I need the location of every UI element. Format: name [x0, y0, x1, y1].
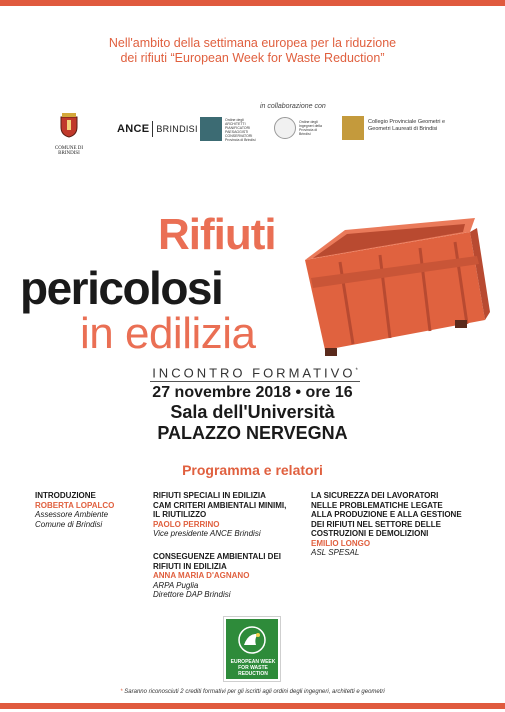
ance-brindisi-logo	[117, 121, 198, 137]
topic-line: CONSEGUENZE AMBIENTALI DEI	[153, 552, 282, 561]
topic-line: CAM CRITERI AMBIENTALI MINIMI,	[153, 500, 287, 510]
topic-line: DEI RIFIUTI NEL SETTORE DELLE	[311, 519, 441, 529]
ewwr-logo	[224, 617, 280, 681]
ewwr-line: EUROPEAN WEEK	[230, 659, 276, 665]
topic-line: RIFIUTI SPECIALI IN EDILIZIA	[153, 491, 266, 500]
ewwr-line: REDUCTION	[238, 671, 268, 677]
footnote-text: Saranno riconosciuti 2 crediti formativi per gli iscritti agli ordini degli ingegneri, architetti e geometri	[124, 689, 385, 695]
engineers-emblem-icon	[274, 117, 296, 139]
collaboration-label: in collaborazione con	[260, 103, 326, 110]
surveyors-caption: Collegio Provinciale Geometri e Geometri Laureati di Brindisi	[368, 119, 446, 132]
topic-line: IL RIUTILIZZO	[153, 510, 207, 519]
event-type-label: INCONTRO FORMATIVO	[152, 365, 356, 381]
architects-caption: Ordine degli ARCHITETTI PIANIFICATORI PAESAGGISTI CONSERVATORI Provincia di Brindisi	[225, 118, 256, 142]
intro-line-2: dei rifiuti “European Week for Waste Reduction”	[120, 51, 385, 65]
event-venue: Sala dell'Università	[170, 402, 335, 422]
architects-emblem-icon	[200, 117, 222, 141]
intro-text	[0, 36, 505, 66]
ewwr-caption	[229, 659, 277, 677]
ance-name: ANCE	[117, 122, 150, 135]
bottom-accent-bar	[0, 703, 505, 709]
top-accent-bar	[0, 0, 505, 6]
recycle-hand-icon	[236, 625, 268, 655]
speaker-name: ROBERTA LOPALCO	[35, 500, 115, 510]
topic-line: INTRODUZIONE	[35, 491, 96, 500]
architects-order-logo	[200, 117, 258, 145]
topic-line: LA SICUREZZA DEI LAVORATORI	[311, 491, 439, 500]
speaker-block-conseguenze	[153, 552, 303, 600]
speaker-role: ASL SPESAL	[311, 548, 360, 557]
speaker-role: Comune di Brindisi	[35, 519, 103, 529]
speaker-role: ARPA Puglia	[153, 580, 199, 590]
speaker-block-rifiuti-speciali	[153, 491, 303, 539]
ewwr-line: FOR WASTE	[238, 665, 268, 671]
footnote-mark: *	[120, 689, 123, 695]
topic-line: NELLE PROBLEMATICHE LEGATE	[311, 500, 443, 510]
program-heading: Programma e relatori	[182, 462, 323, 478]
speaker-role: Vice presidente ANCE Brindisi	[153, 529, 261, 538]
surveyors-emblem-icon	[342, 116, 364, 140]
topic-line: ALLA PRODUZIONE E ALLA GESTIONE	[311, 510, 462, 519]
event-building: PALAZZO NERVEGNA	[157, 423, 348, 443]
engineers-caption: Ordine degli Ingegneri della Provincia di Brindisi	[299, 120, 322, 136]
surveyors-college-logo	[342, 116, 462, 144]
ance-city: BRINDISI	[156, 123, 198, 134]
event-type-mark: *	[355, 368, 358, 374]
comune-caption: COMUNE DI BRINDISI	[54, 146, 84, 156]
comune-brindisi-logo	[44, 112, 94, 156]
speaker-block-sicurezza	[311, 491, 471, 558]
ance-divider	[152, 121, 153, 137]
speaker-role: Direttore DAP Brindisi	[153, 590, 231, 599]
event-date: 27 novembre 2018 • ore 16	[152, 384, 353, 401]
engineers-order-logo	[274, 117, 330, 145]
title-line-2: pericolosi	[20, 262, 223, 314]
speaker-name: EMILIO LONGO	[311, 538, 371, 548]
topic-line: RIFIUTI IN EDILIZIA	[153, 561, 227, 571]
title-line-1: Rifiuti	[158, 210, 276, 259]
speaker-role: Assessore Ambiente	[35, 510, 109, 519]
crest-icon	[58, 112, 80, 138]
footnote	[0, 689, 505, 695]
speaker-name: PAOLO PERRINO	[153, 519, 220, 529]
speaker-name: ANNA MARIA D'AGNANO	[153, 571, 250, 580]
skip-container-icon	[285, 210, 495, 360]
topic-line: COSTRUZIONI E DEMOLIZIONI	[311, 529, 429, 538]
speaker-block-intro	[35, 491, 145, 529]
intro-line-1: Nell'ambito della settimana europea per la riduzione	[108, 36, 397, 50]
event-type	[150, 363, 360, 382]
title-line-3: in edilizia	[80, 309, 256, 358]
